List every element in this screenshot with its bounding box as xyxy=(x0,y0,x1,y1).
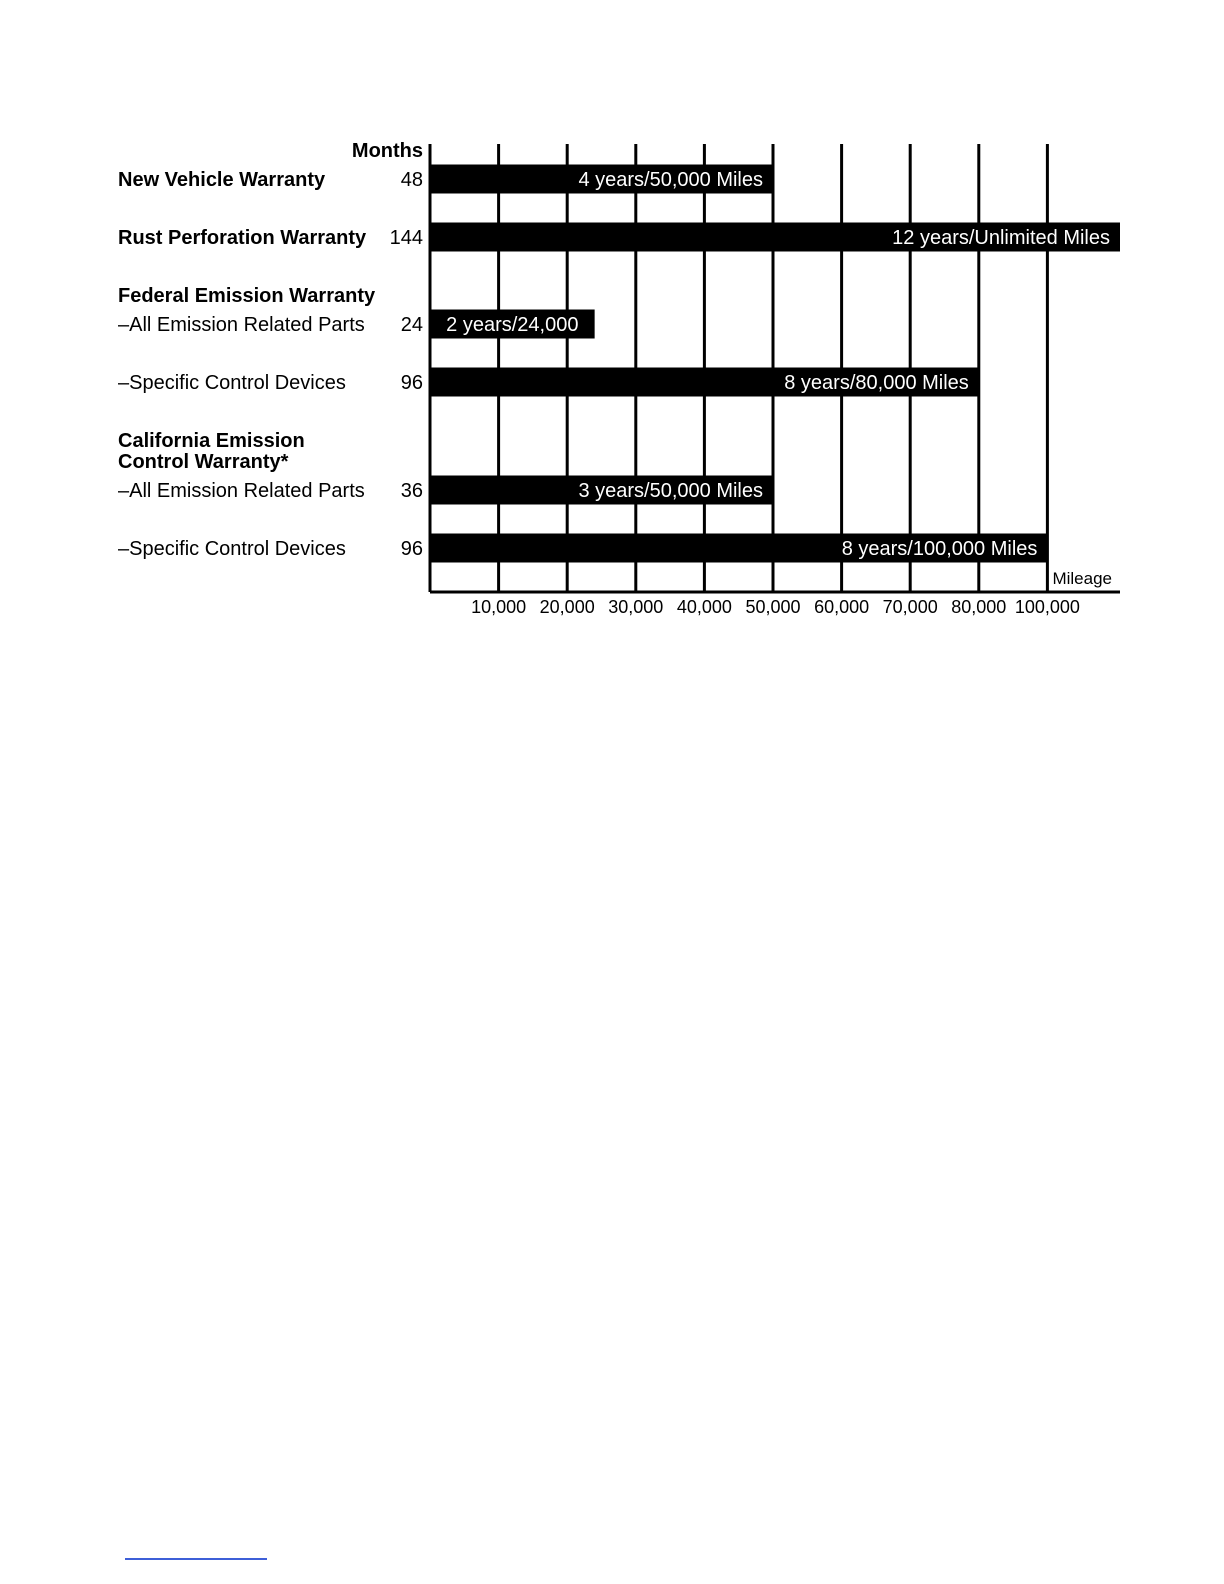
x-tick-label: 20,000 xyxy=(539,597,595,617)
row-label: –Specific Control Devices xyxy=(118,372,346,394)
months-value: 144 xyxy=(389,227,423,249)
months-value: 96 xyxy=(400,372,423,394)
x-tick-label: 70,000 xyxy=(882,597,938,617)
months-value: 48 xyxy=(400,169,423,191)
x-tick-label: 30,000 xyxy=(608,597,664,617)
x-axis-label: Mileage xyxy=(1052,569,1112,588)
bar-data-label: 2 years/24,000 xyxy=(446,314,579,336)
bar-data-label: 8 years/80,000 Miles xyxy=(784,372,969,394)
x-tick-label: 100,000 xyxy=(1014,597,1080,617)
bar-data-label: 4 years/50,000 Miles xyxy=(578,169,763,191)
x-tick-label: 40,000 xyxy=(676,597,732,617)
bar-data-label: 3 years/50,000 Miles xyxy=(578,480,763,502)
x-tick-label: 60,000 xyxy=(814,597,870,617)
x-tick-label: 50,000 xyxy=(745,597,801,617)
months-value: 24 xyxy=(400,314,423,336)
group-title: Federal Emission Warranty xyxy=(118,285,376,307)
row-label: –All Emission Related Parts xyxy=(118,314,365,336)
months-header: Months xyxy=(351,140,423,162)
row-label: –All Emission Related Parts xyxy=(118,480,365,502)
x-tick-label: 80,000 xyxy=(951,597,1007,617)
row-label: –Specific Control Devices xyxy=(118,538,346,560)
months-value: 36 xyxy=(400,480,423,502)
footer-rule xyxy=(125,1558,267,1560)
group-title: California Emission xyxy=(118,430,305,452)
bar-data-label: 12 years/Unlimited Miles xyxy=(892,227,1110,249)
x-tick-label: 10,000 xyxy=(471,597,527,617)
row-title: Rust Perforation Warranty xyxy=(118,227,367,249)
months-value: 96 xyxy=(400,538,423,560)
warranty-chart xyxy=(0,0,1224,700)
group-title: Control Warranty* xyxy=(118,451,289,473)
row-title: New Vehicle Warranty xyxy=(118,169,326,191)
bar-data-label: 8 years/100,000 Miles xyxy=(841,538,1038,560)
